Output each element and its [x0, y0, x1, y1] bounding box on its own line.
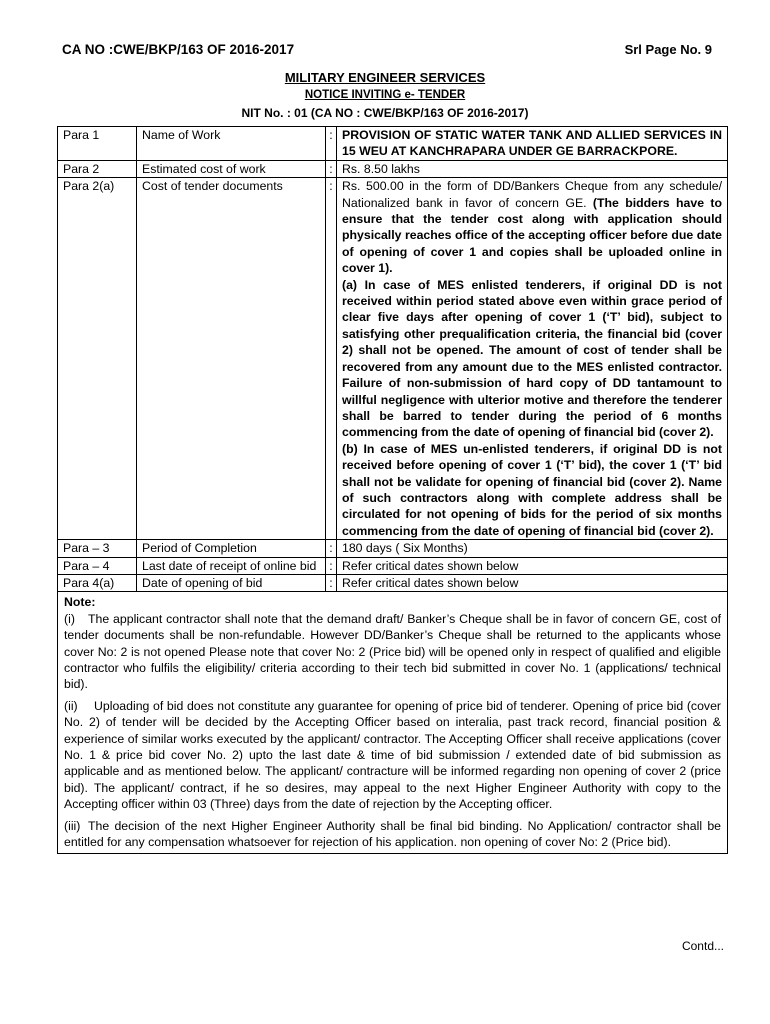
- label-cell: Estimated cost of work: [137, 160, 326, 177]
- note-cell: [58, 592, 728, 854]
- table-row: [58, 574, 728, 591]
- last-date-value: Refer critical dates shown below: [337, 557, 728, 574]
- label-cell: Date of opening of bid: [137, 574, 326, 591]
- table-row: [58, 540, 728, 557]
- para-cell: Para 2(a): [58, 178, 137, 540]
- nit-number: NIT No. : 01 (CA NO : CWE/BKP/163 OF 2016-2017): [241, 106, 529, 120]
- note-item-i: [64, 611, 721, 693]
- para-cell: Para 4(a): [58, 574, 137, 591]
- label-cell: Cost of tender documents: [137, 178, 326, 540]
- serial-page-number: Srl Page No. 9: [624, 42, 712, 57]
- table-row: [58, 160, 728, 177]
- para-cell: Para 1: [58, 127, 137, 161]
- separator-cell: :: [326, 127, 337, 161]
- completion-period-value: 180 days ( Six Months): [337, 540, 728, 557]
- note-item-text: The applicant contractor shall note that the demand draft/ Banker’s Cheque shall be in favor of concern GE, cost of tender documents shall be non-refundable. However DD/Banker’s Cheque shall be returned to the applicants whose cover No: 2 is not opened Please note that cover No: 2 (Price bid) will be opened only in respect of qualified and eligible contractor who fulfils the eligibility/ criteria according to their tech bid submitted in cover No. 1 (applications/ technical bid).: [64, 611, 721, 692]
- note-item-iii: [64, 818, 721, 851]
- opening-date-value: Refer critical dates shown below: [337, 574, 728, 591]
- tender-info-table: [57, 126, 728, 854]
- table-row: [58, 557, 728, 574]
- note-row: [58, 592, 728, 854]
- separator-cell: :: [326, 557, 337, 574]
- separator-cell: :: [326, 160, 337, 177]
- para-cell: Para – 3: [58, 540, 137, 557]
- continued-marker: Contd...: [681, 939, 724, 953]
- label-cell: Period of Completion: [137, 540, 326, 557]
- note-item-number: (iii): [64, 818, 81, 833]
- separator-cell: :: [326, 574, 337, 591]
- note-item-number: (ii): [64, 698, 78, 713]
- table-row: [58, 178, 728, 540]
- separator-cell: :: [326, 178, 337, 540]
- unenlisted-tenderer-clause: (b) In case of MES un-enlisted tenderers, if original DD is not received before opening of cover 1 (‘T’ bid), the cover 1 (‘T’ bid shall not be validate for opening of financial bid (cover 2). Name of such contractors along with complete address shall be circulated for not opening of bids for the period of six months commencing from the date of opening of financial bid (cover 2).: [342, 441, 722, 538]
- note-item-number: (i): [64, 611, 75, 626]
- estimated-cost-value: Rs. 8.50 lakhs: [337, 160, 728, 177]
- tender-cost-amount: Rs. 500.00 in the form of DD/Bankers Cheque from any schedule/ Nationalized bank in favor of concern GE.: [342, 179, 722, 210]
- table-row: [58, 127, 728, 161]
- tender-cost-value: [337, 178, 728, 540]
- label-cell: Last date of receipt of online bid: [137, 557, 326, 574]
- separator-cell: :: [326, 540, 337, 557]
- label-cell: Name of Work: [137, 127, 326, 161]
- para-cell: Para 2: [58, 160, 137, 177]
- note-item-text: The decision of the next Higher Engineer Authority shall be final bid binding. No Application/ contractor shall be entitled for any compensation whatsoever for rejection of his application. non opening of cover No: 2 (Price bid).: [64, 818, 721, 850]
- note-heading: Note:: [64, 595, 96, 610]
- department-title: MILITARY ENGINEER SERVICES: [284, 70, 486, 85]
- tender-cost-instruction: (The bidders have to ensure that the tender cost along with application should physically reaches office of the accepting officer before due date of opening of cover 1 and copies shall be uploaded online in cover 1).: [342, 195, 722, 276]
- enlisted-tenderer-clause: (a) In case of MES enlisted tenderers, if original DD is not received within period stated above even within grace period of clear five days after opening of cover 1 (‘T’ bid), subject to satisfying other prequalification criteria, the financial bid (cover 2) shall not be opened. The amount of cost of tender shall be recovered from any amount due to the MES enlisted contractor. Failure of non-submission of hard copy of DD tantamount to willful negligence with ulterior motive and therefore the tenderer shall be barred to tender during the period of 6 months commencing from the date of opening of financial bid (cover 2).: [342, 277, 722, 440]
- notice-title: NOTICE INVITING e- TENDER: [304, 89, 466, 101]
- note-item-text: Uploading of bid does not constitute any guarantee for opening of price bid of tenderer. Opening of price bid (cover No. 2) of tender will be decided by the Accepting Officer based on interalia, past track record, financial position & experience of similar works executed by the applicant/ contractor. The Accepting Officer shall receive applications (cover No. 1 & price bid cover No. 2) upto the last date & time of bid submission / extended date of bid submission as applicable and as mentioned below. The applicant/ contracture will be informed regarding non opening of cover 2 (price bid). The applicant/ contract, if he so desires, may appeal to the next Higher Engineer Authority with copy to the Accepting officer within 03 (Three) days from the date of rejection by the Accepting officer.: [64, 698, 721, 812]
- name-of-work-value: PROVISION OF STATIC WATER TANK AND ALLIED SERVICES IN 15 WEU AT KANCHRAPARA UNDER GE BARRACKPORE.: [337, 127, 728, 161]
- note-item-ii: [64, 698, 721, 813]
- contract-number-header: CA NO :CWE/BKP/163 OF 2016-2017: [62, 42, 295, 57]
- para-cell: Para – 4: [58, 557, 137, 574]
